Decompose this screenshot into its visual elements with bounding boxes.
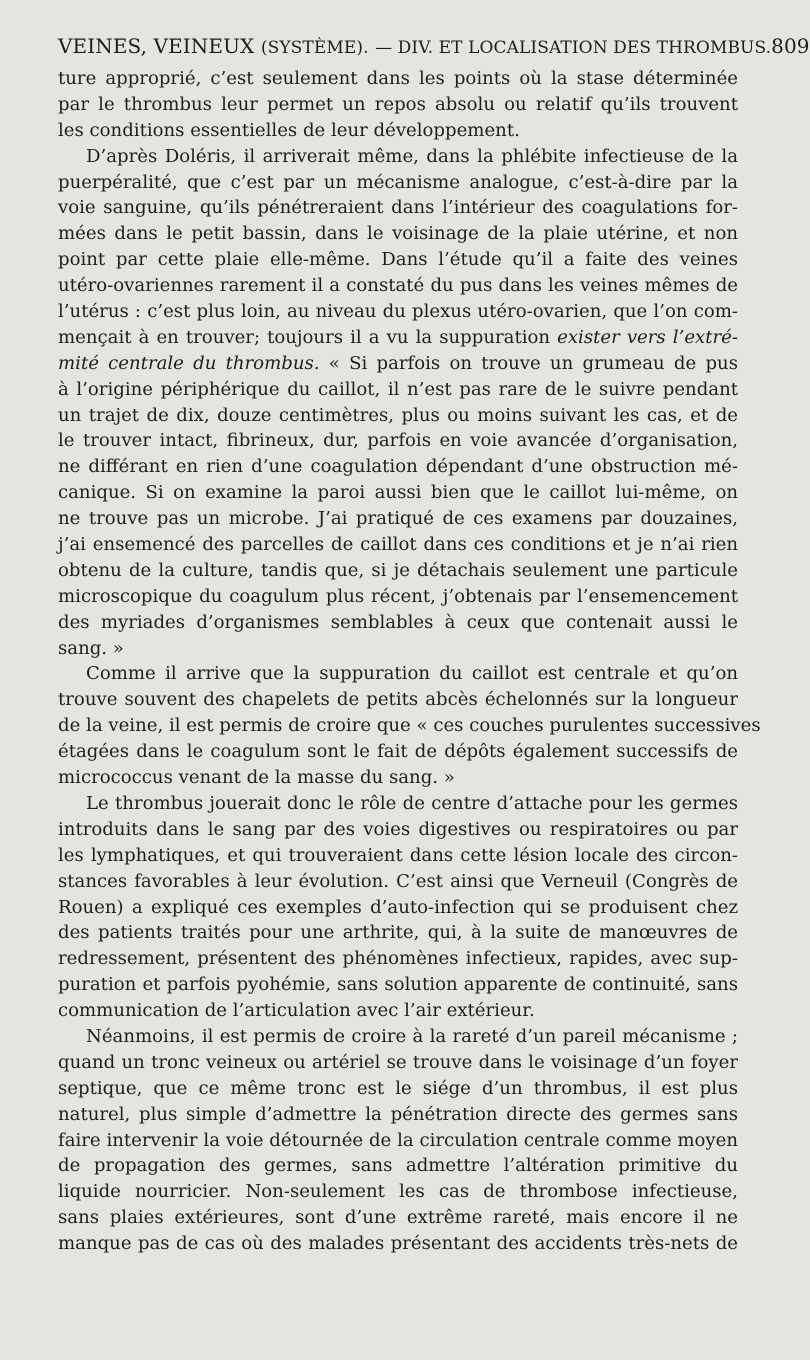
text-line: j’ai ensemencé des parcelles de caillot dans ces conditions et je n’ai rien [58,534,738,556]
text-line: puerpéralité, que c’est par un mécanisme analogue, c’est-à-dire par la [58,171,738,193]
text-line: micrococcus venant de la masse du sang. » [58,767,455,789]
text-line: canique. Si on examine la paroi aussi bien que le caillot lui-même, on [58,482,738,504]
text-line: ture approprié, c’est seulement dans les points où la stase déterminée [58,68,738,89]
text-line: naturel, plus simple d’admettre la pénétration directe des germes sans [58,1103,738,1125]
running-header [58,34,810,58]
text-line: le trouver intact, fibrineux, dur, parfois en voie avancée d’organisation, [58,430,738,452]
text-line: quand un tronc veineux ou artériel se trouve dans le voisinage d’un foyer [58,1051,738,1073]
text-line: microscopique du coagulum plus récent, j’obtenais par l’ensemencement [58,585,738,607]
text-line: stances favorables à leur évolution. C’est ainsi que Verneuil (Congrès de [58,870,738,892]
running-title-rest: — DIV. ET LOCALISATION DES THROMBUS. [375,38,772,58]
text-line: l’utérus : c’est plus loin, au niveau du plexus utéro-ovarien, que l’on com- [58,301,738,323]
text-line: mençait à en trouver; toujours il a vu la suppuration exister vers l’extré- [58,326,738,348]
text-line: D’après Doléris, il arriverait même, dans la phlébite infectieuse de la [86,145,738,167]
running-title [58,34,771,58]
text-line: manque pas de cas où des malades présentant des accidents très-nets de [58,1233,738,1255]
page-number: 809 [771,34,810,58]
text-line: introduits dans le sang par des voies digestives ou respiratoires ou par [58,818,738,840]
text-line: par le thrombus leur permet un repos absolu ou relatif qu’ils trouvent [58,93,738,115]
running-title-system: (SYSTÈME). [260,38,369,58]
text-line: liquide nourricier. Non-seulement les cas de thrombose infectieuse, [58,1181,738,1203]
text-line: trouve souvent des chapelets de petits abcès échelonnés sur la longueur [58,689,738,711]
text-line: mées dans le petit bassin, dans le voisinage de la plaie utérine, et non [58,223,738,245]
text-line: ne trouve pas un microbe. J’ai pratiqué de ces examens par douzaines, [58,508,738,530]
body-text [58,66,761,1257]
text-line: sang. » [58,637,124,659]
text-line: à l’origine périphérique du caillot, il n’est pas rare de le suivre pendant [58,378,738,400]
text-line: obtenu de la culture, tandis que, si je détachais seulement une particule [58,559,738,581]
text-line: sans plaies extérieures, sont d’une extrême rareté, mais encore il ne [58,1207,738,1229]
text-line: utéro-ovariennes rarement il a constaté du pus dans les veines mêmes de [58,275,738,297]
text-line: Comme il arrive que la suppuration du caillot est centrale et qu’on [86,663,738,685]
text-line: point par cette plaie elle-même. Dans l’étude qu’il a faite des veines [58,249,738,271]
text-line: les conditions essentielles de leur développement. [58,119,520,141]
text-line: de propagation des germes, sans admettre l’altération primitive du [58,1155,738,1177]
text-line: des myriades d’organismes semblables à ceux que contenait aussi le [58,611,738,633]
italic-text: exister vers l’extré- [557,326,738,348]
text-line: redressement, présentent des phénomènes infectieux, rapides, avec sup- [58,948,738,970]
text-line: puration et parfois pyohémie, sans solution apparente de continuité, sans [58,974,738,996]
text-line: Le thrombus jouerait donc le rôle de centre d’attache pour les germes [86,792,738,814]
text-line: Rouen) a expliqué ces exemples d’auto-infection qui se produisent chez [58,896,738,918]
text-line: septique, que ce même tronc est le siége d’un thrombus, il est plus [58,1077,738,1099]
text-line: voie sanguine, qu’ils pénétreraient dans l’intérieur des coagulations for- [58,197,738,219]
running-title-main: VEINES, VEINEUX [58,34,255,58]
text-line: communication de l’articulation avec l’air extérieur. [58,1000,535,1022]
text-line: mité centrale du thrombus. « Si parfois on trouve un grumeau de pus [58,352,738,374]
text-line: de la veine, il est permis de croire que « ces couches purulentes successives [58,715,761,737]
text-line: ne différant en rien d’une coagulation dépendant d’une obstruction mé- [58,456,738,478]
text-line: faire intervenir la voie détournée de la circulation centrale comme moyen [58,1129,738,1151]
italic-text: mité centrale du thrombus. [58,352,320,374]
text-line: Néanmoins, il est permis de croire à la rareté d’un pareil mécanisme ; [86,1025,738,1047]
text-line: les lymphatiques, et qui trouveraient dans cette lésion locale des circon- [58,844,738,866]
text-line: des patients traités pour une arthrite, qui, à la suite de manœuvres de [58,922,738,944]
text-line: étagées dans le coagulum sont le fait de dépôts également successifs de [58,741,738,763]
text-line: un trajet de dix, douze centimètres, plus ou moins suivant les cas, et de [58,404,738,426]
